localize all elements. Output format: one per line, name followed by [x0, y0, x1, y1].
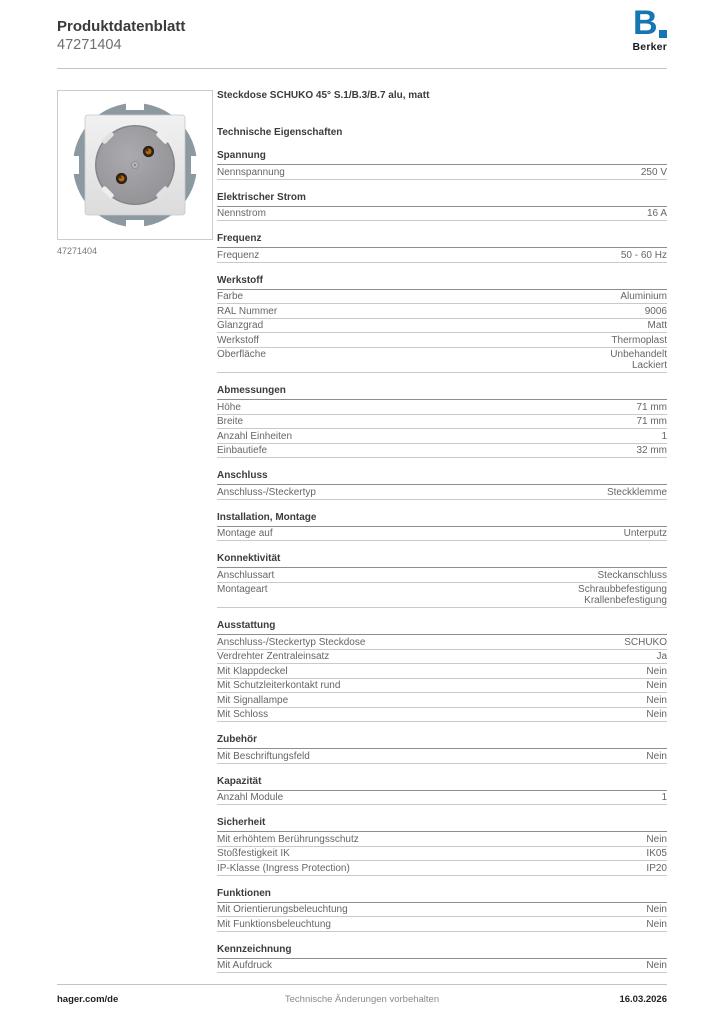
- spec-column: [217, 90, 667, 973]
- spec-value: [598, 570, 667, 581]
- spec-section-installation-montage: [217, 512, 667, 542]
- spec-row: [217, 527, 667, 542]
- spec-label: Anschluss-/Steckertyp Steckdose: [217, 636, 366, 648]
- section-title: Kennzeichnung: [217, 944, 667, 959]
- spec-row: [217, 568, 667, 583]
- section-title: Kapazität: [217, 776, 667, 791]
- section-title: Anschluss: [217, 470, 667, 485]
- spec-row: [217, 832, 667, 847]
- spec-section-konnektivität: [217, 553, 667, 608]
- spec-value-line: IP20: [646, 862, 667, 874]
- spec-section-kapazität: [217, 776, 667, 806]
- product-number: 47271404: [57, 37, 122, 53]
- spec-row: [217, 664, 667, 679]
- spec-value: [646, 751, 667, 762]
- spec-row: [217, 708, 667, 723]
- schuko-socket-image: [60, 93, 210, 237]
- spec-value: [624, 637, 667, 648]
- spec-value-line: Steckanschluss: [597, 569, 667, 581]
- spec-section-abmessungen: [217, 385, 667, 458]
- spec-value-line: Nein: [646, 750, 667, 762]
- section-title: Installation, Montage: [217, 512, 667, 527]
- spec-label: Mit erhöhtem Berührungsschutz: [217, 833, 359, 845]
- spec-section-werkstoff: [217, 275, 667, 374]
- spec-row: [217, 400, 667, 415]
- spec-value: [646, 834, 667, 845]
- spec-label: Nennspannung: [217, 166, 285, 178]
- header-text-block: [57, 18, 185, 54]
- spec-row: [217, 319, 667, 334]
- spec-value-line: Krallenbefestigung: [584, 595, 667, 607]
- spec-value: [646, 919, 667, 930]
- spec-label: Anschluss-/Steckertyp: [217, 486, 316, 498]
- spec-value-line: Lackiert: [631, 360, 667, 372]
- spec-row: [217, 959, 667, 974]
- spec-row: [217, 485, 667, 500]
- spec-label: Anzahl Module: [217, 792, 284, 804]
- spec-row: [217, 207, 667, 222]
- section-title: Sicherheit: [217, 817, 667, 832]
- spec-label: Farbe: [217, 291, 244, 303]
- spec-label: Mit Schutzleiterkontakt rund: [217, 680, 341, 692]
- section-title: Abmessungen: [217, 385, 667, 400]
- page-title: Produktdatenblatt: [57, 18, 186, 35]
- spec-value-line: 71 mm: [636, 401, 667, 413]
- spec-row: [217, 583, 667, 609]
- spec-label: Verdrehter Zentraleinsatz: [217, 651, 330, 663]
- spec-row: [217, 333, 667, 348]
- spec-value-line: Nein: [646, 918, 667, 930]
- berker-logo-letter: B: [632, 4, 657, 42]
- spec-section-kennzeichnung: [217, 944, 667, 974]
- content: [57, 90, 667, 973]
- spec-row: [217, 635, 667, 650]
- spec-section-anschluss: [217, 470, 667, 500]
- spec-label: Stoßfestigkeit IK: [217, 848, 290, 860]
- spec-value-line: 16 A: [646, 208, 667, 220]
- spec-label: Montage auf: [217, 528, 273, 540]
- berker-logo-name: Berker: [632, 40, 667, 53]
- spec-value-line: IK05: [646, 848, 667, 860]
- spec-label: Werkstoff: [217, 334, 259, 346]
- spec-value-line: 50 - 60 Hz: [620, 249, 667, 261]
- spec-value: [641, 167, 667, 178]
- spec-label: Mit Funktionsbeleuchtung: [217, 918, 331, 930]
- spec-value: [661, 431, 667, 442]
- spec-label: Mit Orientierungsbeleuchtung: [217, 904, 348, 916]
- spec-row: [217, 415, 667, 430]
- spec-value: [646, 680, 667, 691]
- spec-label: Mit Beschriftungsfeld: [217, 750, 310, 762]
- spec-value-line: Nein: [646, 680, 667, 692]
- spec-value-line: Nein: [646, 694, 667, 706]
- spec-label: Frequenz: [217, 249, 260, 261]
- spec-value: [648, 320, 667, 331]
- spec-value-line: 1: [661, 792, 667, 804]
- spec-value-line: Aluminium: [620, 291, 667, 303]
- spec-value: [610, 349, 667, 371]
- spec-value: [636, 402, 667, 413]
- document-footer: [57, 984, 667, 1005]
- spec-value-line: 9006: [644, 305, 667, 317]
- spec-row: [217, 861, 667, 876]
- section-title: Zubehör: [217, 734, 667, 749]
- berker-logo: [632, 4, 667, 53]
- spec-section-frequenz: [217, 233, 667, 263]
- spec-label: IP-Klasse (Ingress Protection): [217, 862, 350, 874]
- spec-value: [647, 208, 667, 219]
- spec-value: [646, 904, 667, 915]
- spec-value: [645, 306, 667, 317]
- spec-label: Mit Schloss: [217, 709, 269, 721]
- spec-value-line: Schraubbefestigung: [578, 584, 667, 596]
- spec-label: Montageart: [217, 584, 268, 596]
- section-title: Elektrischer Strom: [217, 192, 667, 207]
- berker-logo-mark: [632, 4, 667, 42]
- spec-row: [217, 290, 667, 305]
- spec-value: [646, 709, 667, 720]
- spec-row: [217, 791, 667, 806]
- product-image-column: [57, 90, 213, 973]
- spec-value-line: Unterputz: [623, 528, 667, 540]
- footer-date: 16.03.2026: [619, 994, 667, 1005]
- spec-label: Mit Aufdruck: [217, 960, 273, 972]
- spec-value: [620, 291, 667, 302]
- spec-label: Anschlussart: [217, 569, 275, 581]
- spec-row: [217, 847, 667, 862]
- spec-value-line: Nein: [646, 833, 667, 845]
- spec-section-ausstattung: [217, 620, 667, 722]
- spec-row: [217, 650, 667, 665]
- spec-value-line: Nein: [646, 709, 667, 721]
- spec-value-line: Ja: [656, 651, 667, 663]
- spec-value-line: Matt: [647, 320, 667, 332]
- spec-row: [217, 693, 667, 708]
- spec-value: [636, 445, 667, 456]
- footer-disclaimer: Technische Änderungen vorbehalten: [284, 994, 440, 1005]
- spec-value: [646, 695, 667, 706]
- section-title: Funktionen: [217, 888, 667, 903]
- spec-label: Breite: [217, 416, 244, 428]
- tech-properties-heading: Technische Eigenschaften: [217, 127, 343, 139]
- spec-value-line: Steckklemme: [606, 486, 667, 498]
- berker-logo-dot-icon: [659, 30, 667, 38]
- spec-value-line: 32 mm: [636, 445, 667, 457]
- spec-value: [607, 487, 667, 498]
- spec-label: Mit Klappdeckel: [217, 665, 288, 677]
- spec-value-line: Thermoplast: [611, 334, 667, 346]
- spec-value: [646, 960, 667, 971]
- spec-label: Höhe: [217, 401, 241, 413]
- spec-value: [621, 250, 667, 261]
- spec-value: [636, 416, 667, 427]
- spec-section-funktionen: [217, 888, 667, 932]
- spec-value-line: 250 V: [640, 166, 667, 178]
- spec-row: [217, 903, 667, 918]
- spec-row: [217, 304, 667, 319]
- spec-label: Nennstrom: [217, 208, 266, 220]
- spec-value-line: 1: [661, 430, 667, 442]
- spec-row: [217, 679, 667, 694]
- section-title: Ausstattung: [217, 620, 667, 635]
- product-image-box: [57, 90, 213, 240]
- product-image-caption: 47271404: [57, 246, 98, 257]
- spec-value-line: Nein: [646, 665, 667, 677]
- spec-value: [646, 848, 667, 859]
- spec-row: [217, 165, 667, 180]
- footer-website: hager.com/de: [57, 994, 119, 1005]
- spec-value: [656, 651, 667, 662]
- spec-value: [611, 335, 667, 346]
- spec-value: [646, 863, 667, 874]
- spec-section-zubehör: [217, 734, 667, 764]
- section-title: Spannung: [217, 150, 667, 165]
- spec-value: [646, 666, 667, 677]
- header-divider: [57, 68, 667, 69]
- spec-value: [661, 792, 667, 803]
- product-title: Steckdose SCHUKO 45° S.1/B.3/B.7 alu, matt: [217, 90, 430, 102]
- spec-section-spannung: [217, 150, 667, 180]
- spec-value: [624, 528, 667, 539]
- spec-value-line: Nein: [646, 904, 667, 916]
- spec-section-sicherheit: [217, 817, 667, 876]
- section-title: Konnektivität: [217, 553, 667, 568]
- spec-section-elektrischer-strom: [217, 192, 667, 222]
- spec-row: [217, 248, 667, 263]
- spec-row: [217, 429, 667, 444]
- document-header: [57, 4, 667, 54]
- spec-value: [578, 584, 667, 606]
- spec-row: [217, 749, 667, 764]
- section-title: Frequenz: [217, 233, 667, 248]
- spec-row: [217, 917, 667, 932]
- spec-label: Oberfläche: [217, 349, 266, 361]
- spec-label: Einbautiefe: [217, 445, 268, 457]
- spec-label: Glanzgrad: [217, 320, 264, 332]
- spec-value-line: Unbehandelt: [610, 349, 667, 361]
- spec-label: RAL Nummer: [217, 305, 278, 317]
- spec-label: Mit Signallampe: [217, 694, 289, 706]
- section-title: Werkstoff: [217, 275, 667, 290]
- spec-row: [217, 348, 667, 374]
- spec-sections: [217, 150, 667, 973]
- spec-value-line: SCHUKO: [624, 636, 667, 648]
- spec-value-line: 71 mm: [636, 416, 667, 428]
- spec-label: Anzahl Einheiten: [217, 430, 293, 442]
- spec-value-line: Nein: [646, 960, 667, 972]
- spec-row: [217, 444, 667, 459]
